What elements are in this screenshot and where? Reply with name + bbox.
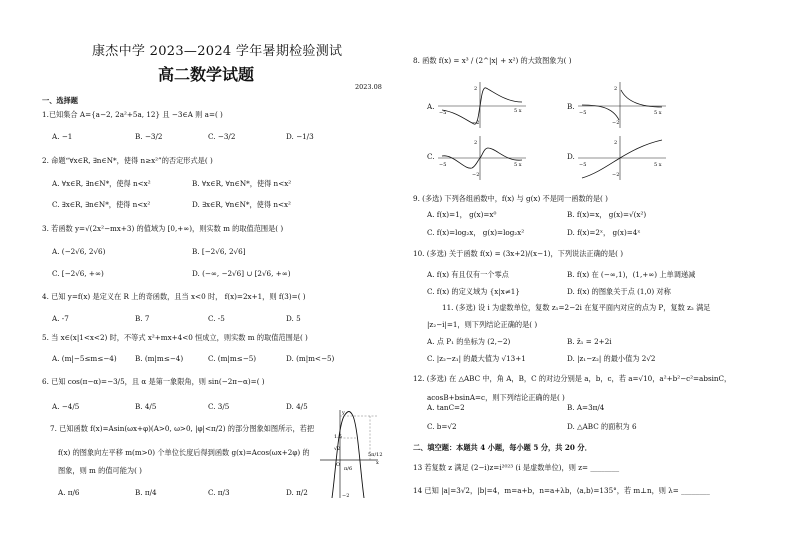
- q7-label-xr: 5π/12: [368, 452, 383, 458]
- q7-label-pi6: π/6: [344, 466, 353, 472]
- q12-stem-line1: 12. (多选) 在 △ABC 中，角 A，B，C 的对边分别是 a，b，c，若 a=√10，a²+b²−c²=absinC，: [413, 374, 732, 383]
- q8-option-d: D.: [567, 152, 575, 161]
- q1-option-a: A. −1: [52, 132, 73, 141]
- q7-sine-graph: [318, 408, 383, 500]
- q2-stem: 2. 命题“∀x∈R, ∃n∈N*，使得 n≥x²”的否定形式是( ): [42, 156, 213, 165]
- svg-text:−5: −5: [579, 162, 587, 168]
- q4-option-a: A. -7: [52, 314, 69, 323]
- q7-option-b: B. π/4: [135, 488, 157, 497]
- q7-stem-line2: f(x) 的图象向左平移 m(m>0) 个单位长度后得到函数 g(x)=Acos(ωx+2φ) 的: [58, 448, 310, 457]
- q11-option-a: A. 点 P₁ 的坐标为 (2,−2): [427, 337, 511, 346]
- q4-stem: 4. 已知 y=f(x) 是定义在 R 上的奇函数，且当 x<0 时， f(x)=2x+1，则 f(3)=( ): [42, 292, 306, 301]
- q12-option-c: C. b=√2: [427, 422, 457, 431]
- svg-text:−5: −5: [579, 110, 587, 116]
- q12-stem-line2: acosB+bsinA=c，则下列结论正确的是( ): [427, 393, 565, 402]
- q12-option-a: A. tanC=2: [427, 403, 465, 412]
- svg-text:−2: −2: [472, 172, 480, 178]
- q7-label-x: x: [376, 460, 379, 466]
- svg-text:5 x: 5 x: [514, 162, 522, 168]
- q5-option-a: A. (m|−5≤m≤−4): [52, 354, 117, 363]
- q5-option-b: B. (m|m≤−4): [135, 354, 184, 363]
- q9-option-c: C. f(x)=log₂x， g(x)=log₂x²: [427, 228, 525, 237]
- q10-option-b: B. f(x) 在 (−∞,1)，(1,+∞) 上单调递减: [567, 270, 696, 279]
- q3-option-c: C. [−2√6, +∞): [52, 269, 104, 278]
- q8-option-a: A.: [427, 102, 435, 111]
- q3-stem: 3. 若函数 y=√(2x²−mx+3) 的值域为 [0,+∞)，则实数 m 的取值范围是( ): [42, 224, 284, 233]
- q4-option-b: B. 7: [135, 314, 150, 323]
- q11-option-b: B. z̄₁ = 2+2i: [567, 337, 612, 346]
- q2-option-d: D. ∃x∈R, ∀n∈N*，使得 n<x²: [192, 200, 291, 209]
- exam-date: 2023.08: [355, 83, 382, 91]
- q6-stem: 6. 已知 cos(π−α)=−3/5，且 α 是第一象限角，则 sin(−2π−α)=( ): [42, 377, 265, 386]
- q4-option-d: D. 5: [286, 314, 301, 323]
- q10-stem: 10. (多选) 关于函数 f(x) = (3x+2)/(x−1)，下列说法正确的是( ): [413, 249, 624, 258]
- svg-text:5 x: 5 x: [654, 110, 662, 116]
- q1-option-b: B. −3/2: [135, 132, 163, 141]
- q7-option-a: A. π/6: [58, 488, 80, 497]
- q6-option-c: C. 3/5: [208, 402, 230, 411]
- q3-option-b: B. [−2√6, 2√6]: [192, 247, 246, 256]
- q11-stem-line1: 11. (多选) 设 i 为虚数单位，复数 z₁=2−2i 在复平面内对应的点为 P，复数 z₂ 满足: [442, 303, 711, 312]
- q10-option-a: A. f(x) 有且仅有一个零点: [427, 270, 509, 279]
- svg-text:−2: −2: [612, 120, 620, 126]
- q9-option-a: A. f(x)=1， g(x)=x⁰: [427, 210, 497, 219]
- q7-option-c: C. π/3: [208, 488, 230, 497]
- q3-option-a: A. (−2√6, 2√6): [52, 247, 106, 256]
- q6-option-d: D. 4/5: [286, 402, 308, 411]
- svg-text:2: 2: [614, 86, 618, 92]
- subject-title: 高二数学试题: [158, 65, 255, 84]
- q1-stem: 1.已知集合 A={a−2, 2a²+5a, 12} 且 −3∈A 则 a=( ): [42, 110, 223, 119]
- q6-option-b: B. 4/5: [135, 402, 157, 411]
- q5-stem: 5. 当 x∈(x|1<x<2) 时，不等式 x²+mx+4<0 恒成立，则实数 m 的取值范围是( ): [42, 333, 308, 342]
- q7-label-origin: O: [336, 462, 341, 468]
- q2-option-c: C. ∃x∈R, ∃n∈N*，使得 n<x²: [52, 200, 151, 209]
- q9-stem: 9. (多选) 下列各组函数中，f(x) 与 g(x) 不是同一函数的是( ): [413, 194, 608, 203]
- q1-option-d: D. −1/3: [286, 132, 314, 141]
- q8-stem: 8. 函数 f(x) = x³ / (2^|x| + x²) 的大致图象为( ): [413, 56, 572, 65]
- section-choice-heading: 一、选择题: [42, 96, 78, 105]
- q7-label-ymin: −2: [342, 493, 350, 499]
- q7-label-yhalf: √2: [334, 446, 341, 452]
- svg-text:2: 2: [474, 86, 478, 92]
- svg-text:−2: −2: [612, 172, 620, 178]
- q6-option-a: A. −4/5: [52, 402, 80, 411]
- svg-text:−2: −2: [472, 120, 480, 126]
- q9-option-d: D. f(x)=2ˣ， g(x)=4ˣ: [567, 228, 641, 237]
- q7-stem-line1: 7. 已知函数 f(x)=Asin(ωx+φ)(A>0, ω>0, |φ|<π/2) 的部分图象如图所示，若把: [50, 424, 315, 433]
- q7-label-y: y: [342, 410, 345, 416]
- q8-graph-c: [436, 134, 528, 182]
- svg-text:2: 2: [614, 140, 618, 146]
- q10-option-c: C. f(x) 的定义域为 {x|x≠1}: [427, 287, 520, 296]
- q5-option-c: C. (m|m≤−5): [208, 354, 257, 363]
- section-fill-heading: 二、填空题：本题共 4 小题，每小题 5 分，共 20 分．: [413, 443, 592, 452]
- q2-option-a: A. ∀x∈R, ∃n∈N*，使得 n<x²: [52, 179, 151, 188]
- q7-label-ymax: 1.5: [334, 434, 342, 440]
- q4-option-c: C. -5: [208, 314, 225, 323]
- q8-option-c: C.: [427, 152, 435, 161]
- q2-option-b: B. ∀x∈R, ∀n∈N*，使得 n<x²: [192, 179, 292, 188]
- svg-text:−5: −5: [439, 110, 447, 116]
- q7-stem-line3: 图象，则 m 的值可能为( ): [58, 466, 142, 475]
- school-title: 康杰中学 2023—2024 学年暑期检验测试: [92, 44, 343, 59]
- q8-graph-a: [436, 80, 528, 130]
- svg-text:−5: −5: [439, 162, 447, 168]
- q8-graph-b: [576, 80, 668, 130]
- q8-option-b: B.: [567, 102, 575, 111]
- q11-option-c: C. |z₂−z₁| 的最大值为 √13+1: [427, 354, 526, 363]
- svg-text:5 x: 5 x: [654, 162, 662, 168]
- q13-stem: 13 若复数 z 满足 (2−i)z=i²⁰²³ (i 是虚数单位)，则 z= ________: [413, 463, 620, 472]
- svg-text:5 x: 5 x: [514, 108, 522, 114]
- q11-option-d: D. |z₁−z₂| 的最小值为 2√2: [567, 354, 656, 363]
- q12-option-d: D. △ABC 的面积为 6: [567, 422, 637, 431]
- q10-option-d: D. f(x) 的图象关于点 (1,0) 对称: [567, 287, 671, 296]
- q9-option-b: B. f(x)=x， g(x)=√(x²): [567, 210, 647, 219]
- q11-stem-line2: |z₂−i|=1，则下列结论正确的是( ): [427, 320, 538, 329]
- q14-stem: 14 已知 |a|=3√2，|b|=4，m=a+b，n=a+λb，⟨a,b⟩=135°，若 m⊥n，则 λ= ________: [413, 486, 710, 495]
- svg-text:2: 2: [474, 140, 478, 146]
- q8-graph-d: [576, 134, 668, 182]
- q12-option-b: B. A=3π/4: [567, 403, 605, 412]
- q7-option-d: D. π/2: [286, 488, 308, 497]
- q3-option-d: D. (−∞, −2√6] ∪ [2√6, +∞): [192, 269, 291, 278]
- q5-option-d: D. (m|m<−5): [286, 354, 335, 363]
- q7-curve: [332, 412, 364, 499]
- q1-option-c: C. −3/2: [208, 132, 236, 141]
